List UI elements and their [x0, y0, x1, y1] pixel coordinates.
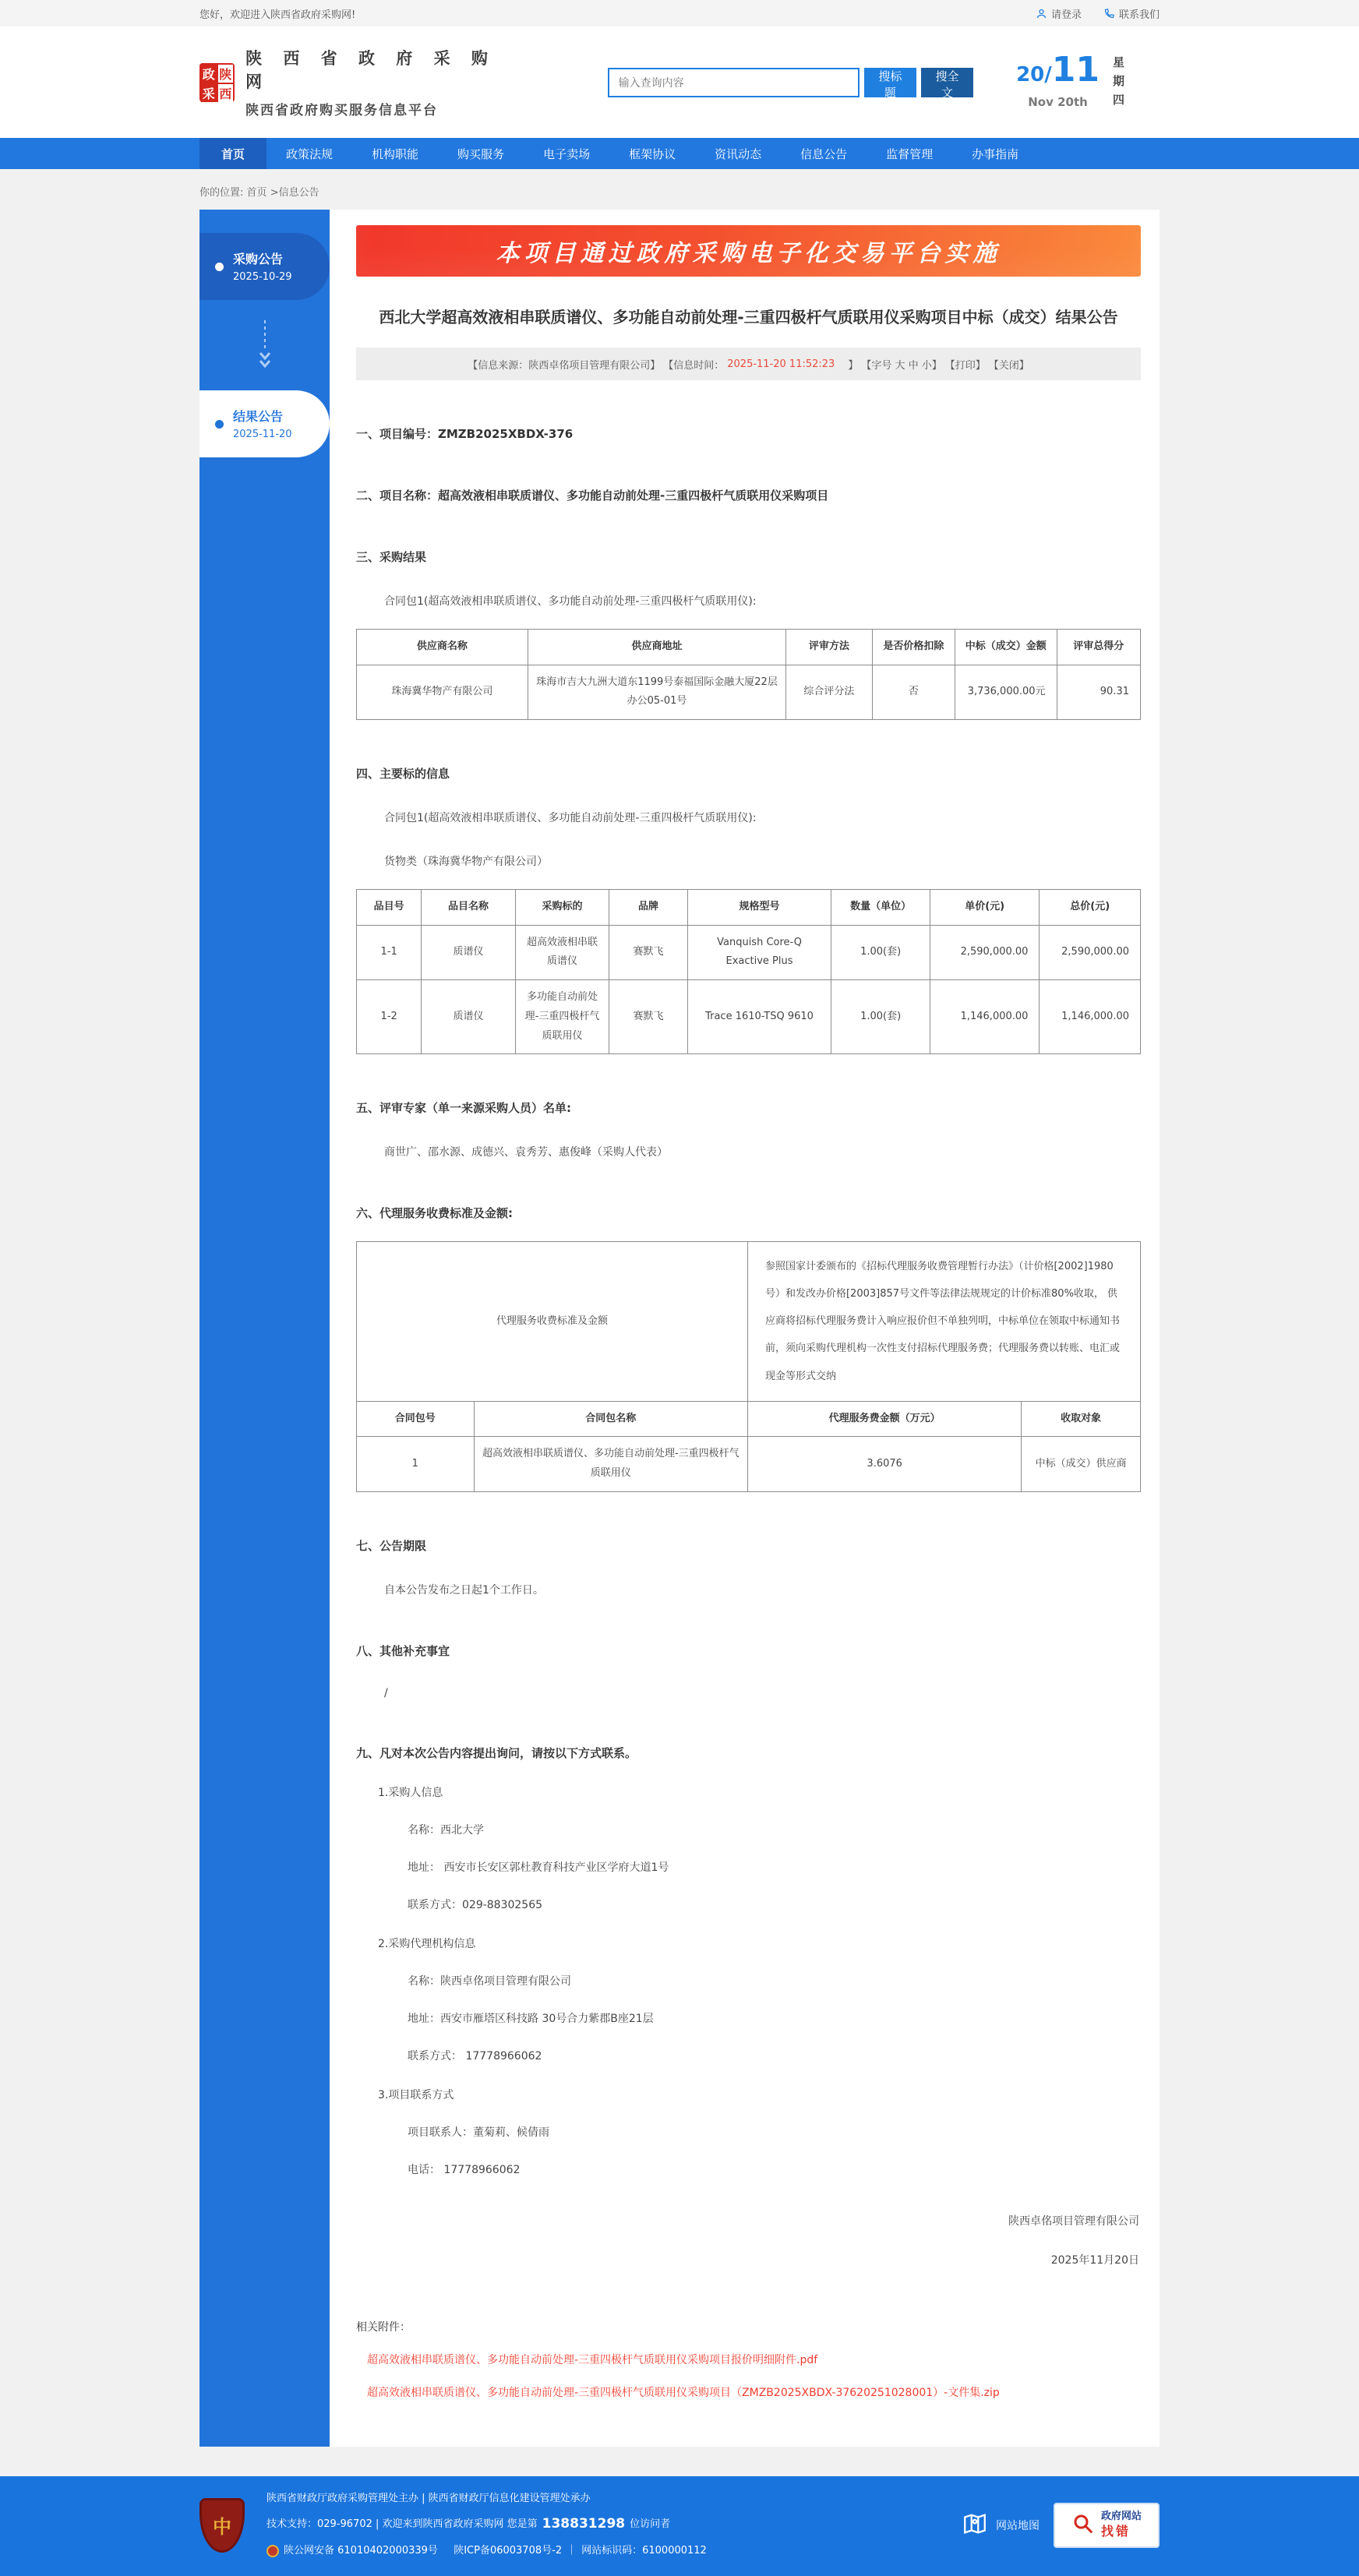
phone-icon [1103, 8, 1115, 19]
visitor-count: 138831298 [542, 2515, 626, 2532]
agency-info-title: 2.采购代理机构信息 [378, 1937, 476, 1950]
table-row: 1-2 质谱仪 多功能自动前处理-三重四极杆气质联用仪 赛默飞 Trace 1610-TSQ 9610 1.00(套) 1,146,000.00 1,146,000.00 [357, 980, 1141, 1054]
breadcrumb: 你的位置: 首页 >信息公告 [199, 187, 319, 199]
section-inquiries: 九、凡对本次公告内容提出询问，请按以下方式联系。 [356, 1745, 637, 1760]
login-link[interactable]: 请登录 [1036, 6, 1082, 21]
goods-category-line: 货物类（珠海冀华物产有限公司） [384, 856, 548, 869]
site-subtitle: 陕西省政府购买服务信息平台 [245, 103, 439, 118]
package-line: 合同包1(超高效液相串联质谱仪、多功能自动前处理-三重四极杆气质联用仪): [384, 595, 757, 608]
date-widget: 20/11 Nov 20th 星期四 [1016, 49, 1125, 112]
signoff-date: 2025年11月20日 [1050, 2253, 1139, 2267]
close-button[interactable]: 【关闭】 [988, 359, 1029, 372]
supplier-result-table: 供应商名称 供应商地址 评审方法 是否价格扣除 中标（成交）金额 评审总得分 珠海冀华物产有限公司 珠海市吉大九洲大道东1199号泰福国际金融大厦22层办公05-01号 综合评分法 否 3,736,000.00元 90.31 [356, 629, 1141, 720]
attachment-zip-link[interactable]: 超高效液相串联质谱仪、多功能自动前处理-三重四极杆气质联用仪采购项目（ZMZB2025XBDX-37620251028001）-文件集.zip [367, 2386, 1000, 2399]
date-weekday: 星期四 [1111, 55, 1125, 112]
site-brand [245, 46, 503, 118]
nav-item-functions[interactable]: 机构职能 [372, 146, 419, 161]
fontsize-controls[interactable]: 【字号 大 中 小】 [861, 359, 942, 372]
items-table: 品目号 品目名称 采购标的 品牌 规格型号 数量（单位） 单价(元) 总价(元) 1-1 质谱仪 超高效液相串联质谱仪 赛默飞 Vanquish Core-Q Exactive Plus 1.00(套) 2,590,000.00 2,590,000.00 1-2 质谱仪 多功能自动前处理-三重四极杆气质联用仪 赛默飞 Trace 1610-TSQ 9610 1.00(套) 1,146,000.00 1,146,000.00 [356, 889, 1141, 1054]
purchaser-info-title: 1.采购人信息 [378, 1786, 443, 1799]
footer-support-line: 技术支持：029-96702 | 欢迎来到陕西省政府采购网 您是第 138831298 位访问者 [267, 2515, 671, 2532]
search-fulltext-button[interactable]: 搜全文 [921, 68, 973, 97]
info-time: 2025-11-20 11:52:23 [727, 358, 835, 370]
welcome-text: 您好，欢迎进入陕西省政府采购网! [199, 9, 356, 21]
main-nav [0, 138, 1359, 169]
timeline-arrow-icon [199, 300, 330, 390]
package-line: 合同包1(超高效液相串联质谱仪、多功能自动前处理-三重四极杆气质联用仪): [384, 812, 757, 825]
contact-link[interactable]: 联系我们 [1103, 6, 1160, 21]
nav-item-announcements[interactable]: 信息公告 [800, 146, 848, 161]
nav-item-emall[interactable]: 电子卖场 [543, 146, 591, 161]
date-english: Nov 20th [1028, 94, 1088, 109]
section-main-subject: 四、主要标的信息 [356, 767, 450, 782]
gov-site-error-report-badge[interactable]: 政府网站 找错 [1054, 2503, 1160, 2548]
article-panel [330, 210, 1160, 2447]
project-contact-phone: 电话： 17778966062 [408, 2163, 521, 2176]
table-row: 1-1 质谱仪 超高效液相串联质谱仪 赛默飞 Vanquish Core-Q Exactive Plus 1.00(套) 2,590,000.00 2,590,000.00 [357, 925, 1141, 979]
attachment-pdf-link[interactable]: 超高效液相串联质谱仪、多功能自动前处理-三重四极杆气质联用仪采购项目报价明细附件.pdf [367, 2353, 818, 2366]
signoff-block [356, 2213, 1141, 2267]
print-button[interactable]: 【打印】 [944, 359, 986, 372]
purchaser-phone: 联系方式：029-88302565 [408, 1898, 543, 1911]
section-other-matters: 八、其他补充事宜 [356, 1643, 450, 1658]
purchaser-name: 名称：西北大学 [408, 1823, 484, 1837]
article-meta-bar: 【信息来源：陕西卓佲项目管理有限公司】 【信息时间： 2025-11-20 11:52:23 】 【字号 大 中 小】 【打印】 【关闭】 [356, 348, 1141, 380]
platform-banner: 本项目通过政府采购电子化交易平台实施 [356, 225, 1141, 277]
notice-period-body: 自本公告发布之日起1个工作日。 [384, 1583, 544, 1597]
attachments-title: 相关附件： [356, 2320, 411, 2334]
section-notice-period: 七、公告期限 [356, 1538, 427, 1553]
user-icon [1036, 8, 1047, 19]
project-contact-title: 3.项目联系方式 [378, 2088, 454, 2101]
section-project-number: 一、项目编号：ZMZB2025XBDX-376 [356, 427, 574, 441]
site-footer [0, 2476, 1359, 2576]
search-title-button[interactable]: 搜标题 [864, 68, 916, 97]
breadcrumb-home[interactable]: 首页 [246, 187, 267, 199]
site-header [0, 26, 1359, 138]
search-box [608, 68, 974, 100]
timeline-sidebar [199, 210, 330, 2447]
public-security-record[interactable]: 陕公网安备 61010402000339号 [284, 2545, 438, 2557]
purchaser-address: 地址： 西安市长安区郭杜教育科技产业区学府大道1号 [408, 1861, 669, 1874]
agency-fee-table: 代理服务收费标准及金额 参照国家计委颁布的《招标代理服务收费管理暂行办法》（计价格[2002]1980号）和发改办价格[2003]857号文件等法律法规规定的计价标准80%收取， 供应商将招标代理服务费计入响应报价但不单独列明，中标单位在领取中标通知书前，须向采购代理机构一次性支付招标代理服务费；代理服务费以转账、电汇或现金等形式交纳 合同包号 合同包名称 代理服务费金额（万元） 收取对象 1 超高效液相串联质谱仪、多功能自动前处理-三重四极杆气质联用仪 3.6076 中标（成交）供应商 [356, 1241, 1141, 1492]
agency-name: 名称：陕西卓佲项目管理有限公司 [408, 1974, 571, 1988]
nav-item-guide[interactable]: 办事指南 [972, 146, 1019, 161]
police-badge-icon [267, 2545, 279, 2557]
section-agency-fee: 六、代理服务收费标准及金额: [356, 1206, 513, 1221]
date-day: 20 [1016, 62, 1045, 86]
timeline-dot [215, 420, 224, 429]
footer-organizer-line: 陕西省财政厅政府采购管理处主办 | 陕西省财政厅信息化建设管理处承办 [267, 2492, 591, 2504]
nav-item-purchase-services[interactable]: 购买服务 [457, 146, 505, 161]
table-row: 代理服务收费标准及金额 参照国家计委颁布的《招标代理服务收费管理暂行办法》（计价格[2002]1980号）和发改办价格[2003]857号文件等法律法规规定的计价标准80%收取， 供应商将招标代理服务费计入响应报价但不单独列明，中标单位在领取中标通知书前，须向采购代理机构一次性支付招标代理服务费；代理服务费以转账、电汇或现金等形式交纳 [357, 1242, 1141, 1401]
section-result-heading: 三、采购结果 [356, 550, 427, 564]
site-logo: 政 陕 采 西 [199, 63, 235, 102]
magnifier-icon [1071, 2512, 1095, 2539]
breadcrumb-current[interactable]: 信息公告 [278, 187, 319, 199]
icp-record[interactable]: 陕ICP备06003708号-2 [454, 2545, 563, 2557]
top-bar [0, 0, 1359, 26]
timeline-dot [215, 263, 224, 271]
search-input[interactable] [608, 68, 860, 97]
nav-item-policies[interactable]: 政策法规 [286, 146, 334, 161]
announcement-title: 西北大学超高效液相串联质谱仪、多功能自动前处理-三重四极杆气质联用仪采购项目中标（成交）结果公告 [379, 308, 1118, 326]
section-experts: 五、评审专家（单一来源采购人员）名单: [356, 1101, 572, 1116]
nav-item-news[interactable]: 资讯动态 [715, 146, 762, 161]
signoff-company: 陕西卓佲项目管理有限公司 [1008, 2214, 1139, 2228]
nav-item-framework[interactable]: 框架协议 [629, 146, 676, 161]
section-project-name: 二、项目名称：超高效液相串联质谱仪、多功能自动前处理-三重四极杆气质联用仪采购项目 [356, 489, 829, 503]
table-row: 1 超高效液相串联质谱仪、多功能自动前处理-三重四极杆气质联用仪 3.6076 中标（成交）供应商 [357, 1437, 1141, 1491]
site-code: 网站标识码：6100000112 [581, 2545, 707, 2557]
sidebar-item-procurement-notice[interactable]: 采购公告 2025-10-29 [199, 233, 330, 300]
footer-registration-line: 陕公网安备 61010402000339号 陕ICP备06003708号-2 ｜ 网站标识码：6100000112 [267, 2545, 707, 2557]
table-row: 珠海冀华物产有限公司 珠海市吉大九洲大道东1199号泰福国际金融大厦22层办公05-01号 综合评分法 否 3,736,000.00元 90.31 [357, 665, 1141, 719]
agency-phone: 联系方式： 17778966062 [408, 2049, 542, 2063]
sitemap-icon [962, 2511, 988, 2540]
date-month: 11 [1051, 49, 1100, 90]
sidebar-item-result-notice[interactable]: 结果公告 2025-11-20 [199, 390, 330, 457]
nav-item-home[interactable]: 首页 [199, 138, 267, 169]
site-title: 陕 西 省 政 府 采 购 网 [245, 49, 496, 91]
other-matters-body: / [384, 1686, 388, 1699]
agency-address: 地址：西安市雁塔区科技路 30号合力紫郡B座21层 [408, 2012, 654, 2025]
attachments-block [356, 2319, 1141, 2400]
project-contact-names: 项目联系人：董菊莉、候倩雨 [408, 2126, 549, 2139]
nav-item-supervision[interactable]: 监督管理 [886, 146, 934, 161]
security-shield-logo: 中 [199, 2498, 245, 2553]
experts-names: 商世广、邵水源、成德兴、袁秀芳、惠俊峰（采购人代表） [384, 1146, 668, 1159]
sitemap-link[interactable]: 网站地图 [962, 2511, 1040, 2540]
info-source: 【信息来源：陕西卓佲项目管理有限公司】 [468, 359, 661, 372]
